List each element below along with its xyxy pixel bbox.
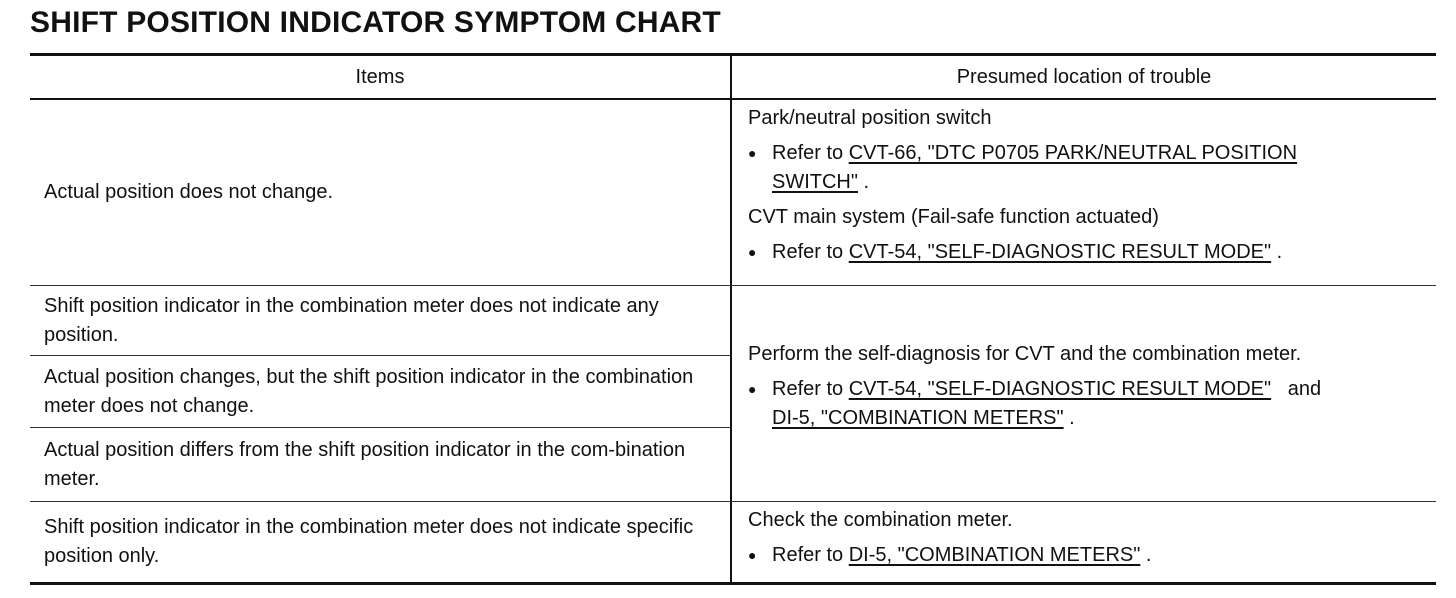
symptom-table xyxy=(30,53,1436,585)
reference-link-cvt54[interactable]: CVT-54, "SELF-DIAGNOSTIC RESULT MODE" xyxy=(848,241,1272,263)
item-text: Actual position changes, but the shift position indicator in the combination meter does not change. xyxy=(44,365,694,417)
bullet-icon: ● xyxy=(748,381,757,397)
item-cell xyxy=(30,286,730,356)
item-cell xyxy=(30,502,732,582)
item-text: Shift position indicator in the combination meter does not indicate any position. xyxy=(44,294,659,346)
location-cell xyxy=(732,100,1436,285)
page-title: SHIFT POSITION INDICATOR SYMPTOM CHART xyxy=(30,6,721,39)
item-cell xyxy=(30,428,730,501)
table-row xyxy=(30,100,1436,286)
reference-text: Refer to CVT-66, "DTC P0705 PARK/NEUTRAL POSITION SWITCH" . xyxy=(772,142,1298,193)
location-cell xyxy=(732,502,1436,582)
column-header-location: Presumed location of trouble xyxy=(956,66,1212,88)
item-cell-group xyxy=(30,286,732,501)
table-row-group xyxy=(30,286,1436,502)
location-heading: Perform the self-diagnosis for CVT and the combination meter. xyxy=(748,343,1302,365)
reference-bullet xyxy=(748,238,1426,267)
item-text: Actual position differs from the shift position indicator in the com-bination meter. xyxy=(44,438,686,490)
location-cell xyxy=(732,286,1436,501)
reference-bullet xyxy=(748,541,1426,570)
reference-text: Refer to DI-5, "COMBINATION METERS" . xyxy=(772,544,1152,566)
column-header-items: Items xyxy=(30,56,732,98)
item-cell xyxy=(30,100,732,285)
location-heading: CVT main system (Fail-safe function actuated) xyxy=(748,206,1159,228)
location-heading: Park/neutral position switch xyxy=(748,107,992,129)
reference-link-cvt66[interactable]: CVT-66, "DTC P0705 PARK/NEUTRAL POSITION SWITCH" xyxy=(772,142,1298,193)
reference-link-di5[interactable]: DI-5, "COMBINATION METERS" xyxy=(772,407,1064,429)
item-text: Actual position does not change. xyxy=(44,181,334,203)
reference-bullet xyxy=(748,139,1426,197)
location-heading: Check the combination meter. xyxy=(748,509,1013,531)
reference-text: Refer to CVT-54, "SELF-DIAGNOSTIC RESULT MODE" . xyxy=(772,241,1283,263)
item-text: Shift position indicator in the combination meter does not indicate specific position only. xyxy=(44,516,694,567)
reference-text: Refer to CVT-54, "SELF-DIAGNOSTIC RESULT MODE" and DI-5, "COMBINATION METERS" . xyxy=(772,378,1327,429)
table-header-row xyxy=(30,56,1436,100)
bullet-icon: ● xyxy=(748,244,757,260)
reference-bullet xyxy=(748,375,1327,433)
bullet-icon: ● xyxy=(748,145,757,161)
reference-link-di5[interactable]: DI-5, "COMBINATION METERS" xyxy=(848,544,1141,566)
reference-link-cvt54[interactable]: CVT-54, "SELF-DIAGNOSTIC RESULT MODE" xyxy=(848,378,1272,400)
table-row xyxy=(30,502,1436,582)
item-cell xyxy=(30,356,730,428)
bullet-icon: ● xyxy=(748,547,757,563)
